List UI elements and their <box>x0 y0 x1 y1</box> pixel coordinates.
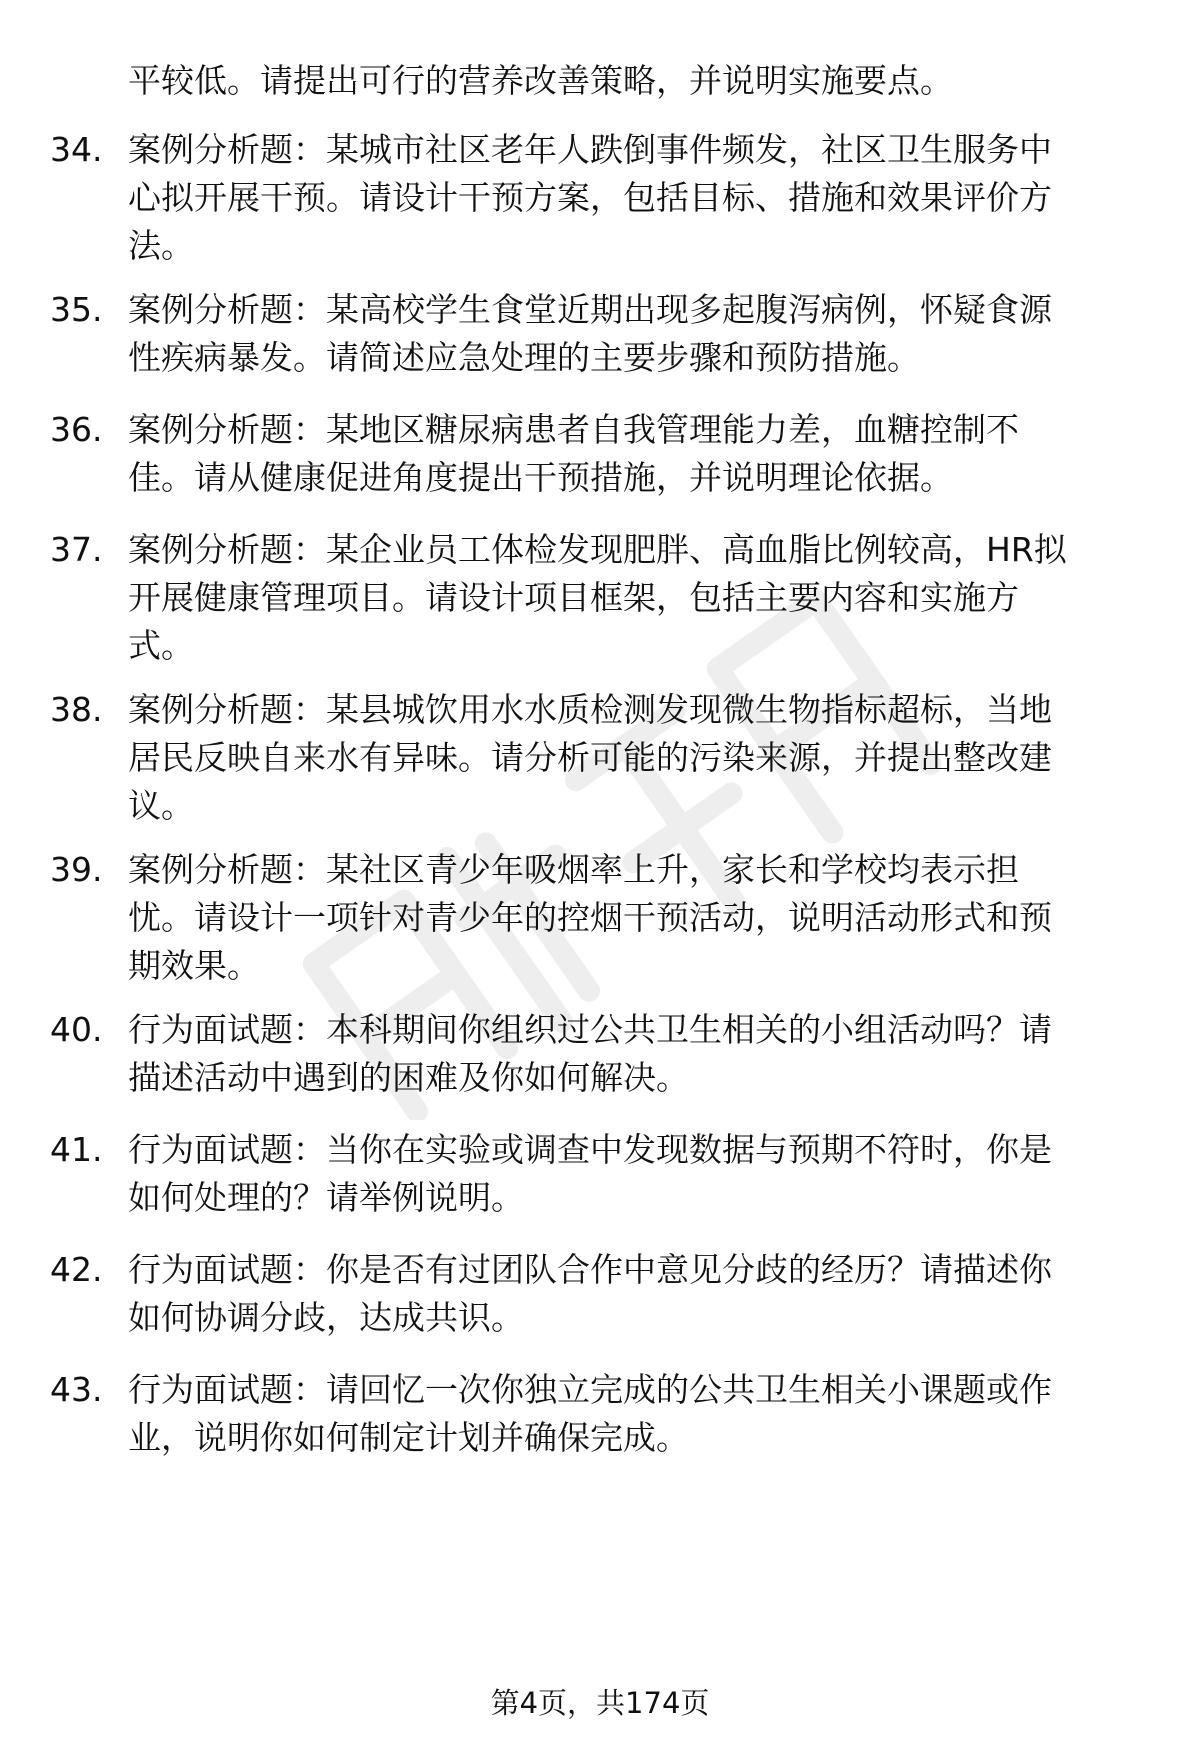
question-text-line: 议。 <box>128 786 194 825</box>
question-text-line: 佳。请从健康促进角度提出干预措施，并说明理论依据。 <box>128 458 953 497</box>
question-text-line: 案例分析题：某企业员工体检发现肥胖、高血脂比例较高，HR拟 <box>128 530 1067 569</box>
question-text-line: 开展健康管理项目。请设计项目框架，包括主要内容和实施方 <box>128 578 1019 617</box>
question-number: 34. <box>50 130 103 169</box>
question-text-line: 案例分析题：某高校学生食堂近期出现多起腹泻病例，怀疑食源 <box>128 290 1052 329</box>
continued-question-text: 平较低。请提出可行的营养改善策略，并说明实施要点。 <box>128 61 953 100</box>
question-text-line: 案例分析题：某地区糖尿病患者自我管理能力差，血糖控制不 <box>128 410 1019 449</box>
question-number: 41. <box>50 1130 103 1169</box>
question-number: 42. <box>50 1250 103 1289</box>
question-number: 38. <box>50 690 103 729</box>
question-text-line: 性疾病暴发。请简述应急处理的主要步骤和预防措施。 <box>128 338 920 377</box>
question-text-line: 行为面试题：请回忆一次你独立完成的公共卫生相关小课题或作 <box>128 1370 1052 1409</box>
question-text-line: 描述活动中遇到的困难及你如何解决。 <box>128 1058 689 1097</box>
question-text-line: 案例分析题：某城市社区老年人跌倒事件频发，社区卫生服务中 <box>128 130 1052 169</box>
question-text-line: 式。 <box>128 626 194 665</box>
question-number: 35. <box>50 290 103 329</box>
question-text-line: 居民反映自来水有异味。请分析可能的污染来源，并提出整改建 <box>128 738 1052 777</box>
question-text-line: 如何协调分歧，达成共识。 <box>128 1298 524 1337</box>
question-text-line: 忧。请设计一项针对青少年的控烟干预活动，说明活动形式和预 <box>128 898 1052 937</box>
page-footer: 第4页，共174页 <box>490 1686 710 1720</box>
question-text-line: 心拟开展干预。请设计干预方案，包括目标、措施和效果评价方 <box>128 178 1052 217</box>
question-text-line: 法。 <box>128 226 194 265</box>
question-number: 36. <box>50 410 103 449</box>
question-number: 43. <box>50 1370 103 1409</box>
question-text-line: 业，说明你如何制定计划并确保完成。 <box>128 1418 689 1457</box>
question-text-line: 行为面试题：当你在实验或调查中发现数据与预期不符时，你是 <box>128 1130 1052 1169</box>
question-text-line: 案例分析题：某社区青少年吸烟率上升，家长和学校均表示担 <box>128 850 1019 889</box>
question-text-line: 期效果。 <box>128 946 260 985</box>
question-text-line: 如何处理的？请举例说明。 <box>128 1178 524 1217</box>
question-number: 40. <box>50 1010 103 1049</box>
question-number: 39. <box>50 850 103 889</box>
question-text-line: 案例分析题：某县城饮用水水质检测发现微生物指标超标，当地 <box>128 690 1052 729</box>
question-text-line: 行为面试题：本科期间你组织过公共卫生相关的小组活动吗？请 <box>128 1010 1052 1049</box>
question-number: 37. <box>50 530 103 569</box>
question-text-line: 行为面试题：你是否有过团队合作中意见分歧的经历？请描述你 <box>128 1250 1052 1289</box>
